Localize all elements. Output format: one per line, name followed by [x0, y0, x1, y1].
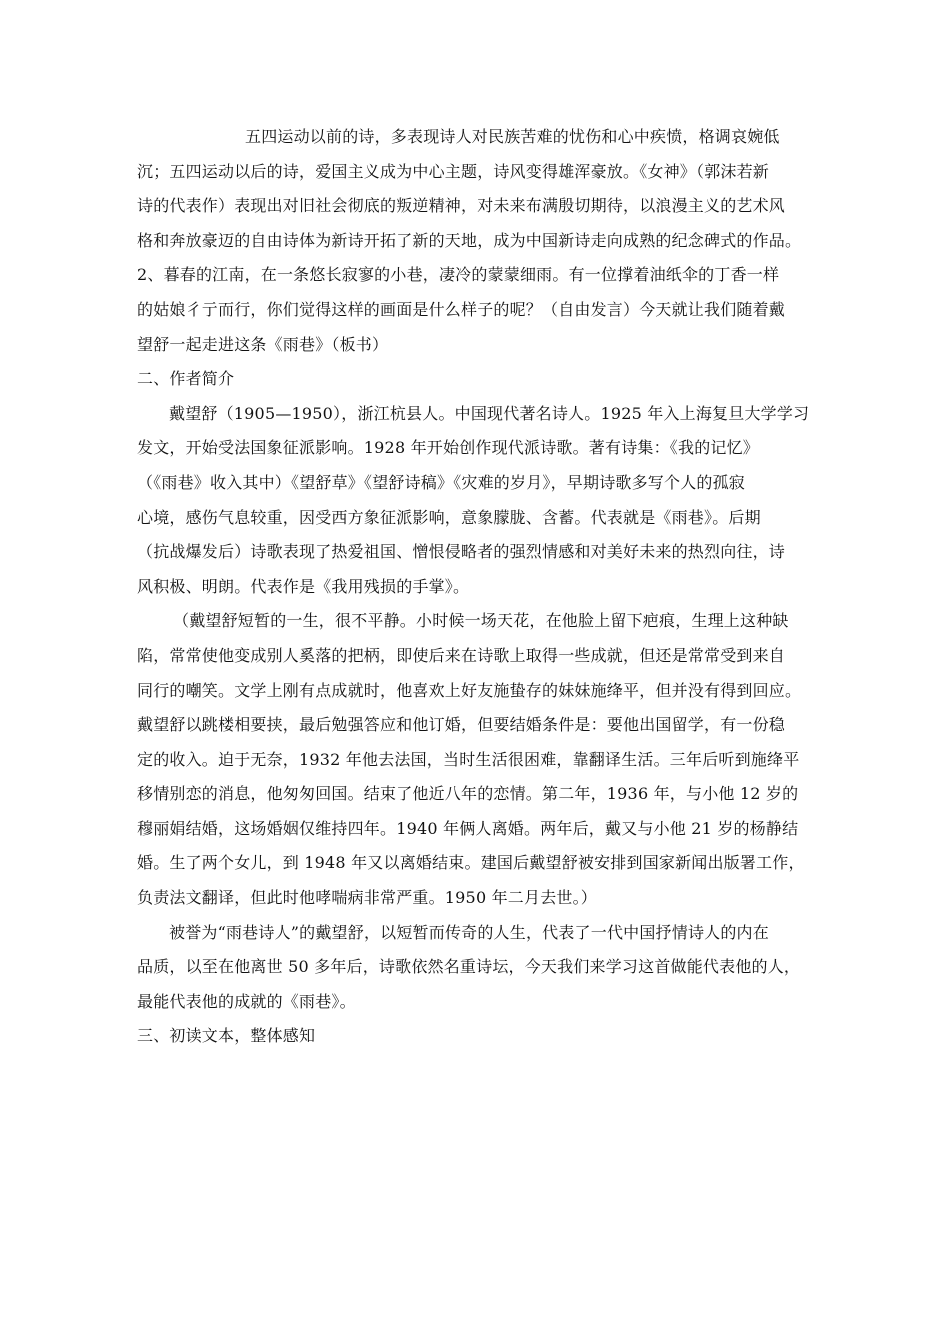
text-line: 婚。生了两个女儿，到 1948 年又以离婚结束。建国后戴望舒被安排到国家新闻出版署工作， — [137, 853, 805, 873]
section-heading-first-reading: 三、初读文本，整体感知 — [137, 1026, 316, 1046]
text-line: 陷，常常使他变成别人奚落的把柄，即使后来在诗歌上取得一些成就，但还是常常受到来自 — [137, 645, 786, 665]
text-line: 心境，感伤气息较重，因受西方象征派影响，意象朦胧、含蓄。代表就是《雨巷》。后期 — [137, 507, 761, 527]
document-page — [137, 120, 827, 1054]
text-line: 诗的代表作）表现出对旧社会彻底的叛逆精神，对未来布满殷切期待，以浪漫主义的艺术风 — [137, 196, 786, 216]
text-line: 戴望舒以跳楼相要挟，最后勉强答应和他订婚，但要结婚条件是：要他出国留学，有一份稳 — [137, 715, 786, 735]
text-line: 穆丽娟结婚，这场婚姻仅维持四年。1940 年俩人离婚。两年后，戴又与小他 21 岁的杨静结 — [137, 818, 799, 838]
text-line: 的姑娘彳亍而行，你们觉得这样的画面是什么样子的呢？（自由发言）今天就让我们随着戴 — [137, 299, 786, 319]
text-line: 定的收入。迫于无奈，1932 年他去法国，当时生活很困难，靠翻译生活。三年后听到施绛平 — [137, 749, 800, 769]
text-line: 被誉为“雨巷诗人”的戴望舒，以短暂而传奇的人生，代表了一代中国抒情诗人的内在 — [169, 922, 769, 942]
text-line: 最能代表他的成就的《雨巷》。 — [137, 991, 356, 1011]
text-line: 风积极、明朗。代表作是《我用残损的手掌》。 — [137, 576, 470, 596]
text-line: 戴望舒（1905—1950），浙江杭县人。中国现代著名诗人。1925 年入上海复旦大学学习 — [169, 403, 810, 423]
text-line: 五四运动以前的诗，多表现诗人对民族苦难的忧伤和心中疾愤，格调哀婉低 — [245, 127, 780, 146]
text-line: 负责法文翻译，但此时他哮喘病非常严重。1950 年二月去世。） — [137, 888, 598, 908]
text-line: 品质，以至在他离世 50 多年后，诗歌依然名重诗坛，今天我们来学习这首做能代表他的人， — [137, 957, 801, 977]
text-line: 格和奔放豪迈的自由诗体为新诗开拓了新的天地，成为中国新诗走向成熟的纪念碑式的作品。 — [137, 230, 802, 250]
text-line: 沉；五四运动以后的诗，爱国主义成为中心主题，诗风变得雄浑豪放。《女神》（郭沫若新 — [137, 161, 770, 181]
section-heading-author: 二、作者简介 — [137, 369, 235, 389]
text-line: 发文，开始受法国象征派影响。1928 年开始创作现代派诗歌。著有诗集：《我的记忆》 — [137, 438, 760, 458]
text-line: 移情别恋的消息，他匆匆回国。结束了他近八年的恋情。第二年，1936 年，与小他 12 岁的 — [137, 784, 799, 804]
text-line: 望舒一起走进这条《雨巷》（板书） — [137, 334, 389, 354]
text-line: （《雨巷》收入其中）《望舒草》《望舒诗稿》《灾难的岁月》，早期诗歌多写个人的孤寂 — [137, 472, 746, 492]
text-line: （戴望舒短暂的一生，很不平静。小时候一场天花，在他脸上留下疤痕，生理上这种缺 — [173, 611, 789, 631]
text-line: （抗战爆发后）诗歌表现了热爱祖国、憎恨侵略者的强烈情感和对美好未来的热烈向往，诗 — [137, 542, 786, 562]
text-line: 同行的嘲笑。文学上刚有点成就时，他喜欢上好友施蛰存的妹妹施绛平，但并没有得到回应。 — [137, 680, 802, 700]
text-line: 2、暮春的江南，在一条悠长寂寥的小巷，凄冷的蒙蒙细雨。有一位撑着油纸伞的丁香一样 — [137, 265, 780, 285]
